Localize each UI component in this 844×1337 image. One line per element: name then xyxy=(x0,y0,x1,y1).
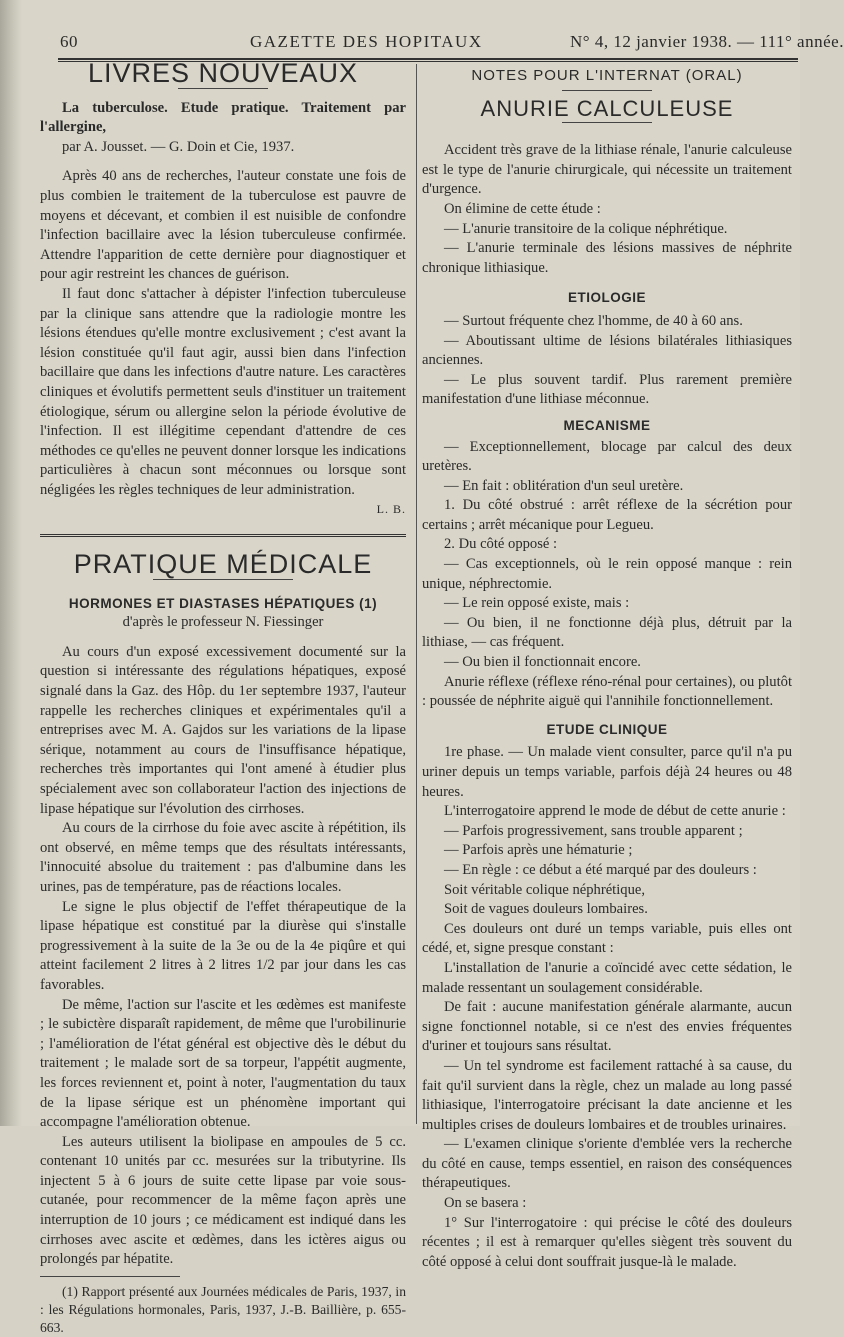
review-signature: L. B. xyxy=(376,502,406,517)
intro-paragraph: Accident très grave de la lithiase rénale, l'anurie calculeuse est le type de l'anurie chirurgicale, qui nécessite un traitement d'urgence. xyxy=(422,142,792,198)
list-item: — L'anurie transitoire de la colique néphrétique. xyxy=(444,220,728,237)
article-title: HORMONES ET DIASTASES HÉPATIQUES (1) xyxy=(68,595,378,611)
list-item: — Parfois progressivement, sans trouble apparent ; xyxy=(444,822,743,839)
list-item: — En règle : ce début a été marqué par des douleurs : xyxy=(444,861,757,878)
list-item: — Surtout fréquente chez l'homme, de 40 à 60 ans. xyxy=(444,312,743,329)
clinical-paragraph: 1re phase. — Un malade vient consulter, parce qu'il n'a pu uriner depuis un temps variable, parfois déjà 24 heures ou 48 heures. xyxy=(422,744,792,800)
intro-paragraph: On élimine de cette étude : xyxy=(444,200,601,217)
list-item: — Le plus souvent tardif. Plus rarement première manifestation d'une lithiase méconnue. xyxy=(422,371,792,408)
subheading-mecanisme: MECANISME xyxy=(563,417,651,433)
right-column xyxy=(422,66,792,1272)
section-title-internat: NOTES POUR L'INTERNAT (ORAL) xyxy=(471,67,743,84)
section-title-pratique: PRATIQUE MÉDICALE xyxy=(73,549,373,580)
column-divider xyxy=(416,64,417,1124)
list-item: — Exceptionnellement, blocage par calcul des deux uretères. xyxy=(422,438,792,475)
section-title-livres: LIVRES NOUVEAUX xyxy=(87,58,359,88)
topic-title: ANURIE CALCULEUSE xyxy=(480,95,734,121)
journal-name: GAZETTE DES HOPITAUX xyxy=(250,32,483,51)
list-item: — Ou bien, il ne fonctionne déjà plus, détruit par la lithiase, — cas fréquent. xyxy=(422,614,792,651)
topic-title-underline xyxy=(562,122,652,123)
list-item: 1. Du côté obstrué : arrêt réflexe de la sécrétion pour certains ; arrêt mécanique pour Legueu. xyxy=(422,497,792,533)
list-item: — Ou bien il fonctionnait encore. xyxy=(444,654,641,671)
list-item: — Aboutissant ultime de lésions bilatérales lithiasiques anciennes. xyxy=(422,332,792,369)
footnote-rule xyxy=(40,1276,180,1277)
article-paragraph: Au cours de la cirrhose du foie avec ascite à répétition, ils ont observé, en même temps que des résultats intéressants, l'innocuité absolue du traitement : pas d'albumine dans les urines, pas de température, pas de réactions locales. xyxy=(40,820,406,895)
running-header xyxy=(60,32,844,56)
section-title-underline xyxy=(562,90,652,91)
list-item: Anurie réflexe (réflexe réno-rénal pour certaines), ou plutôt : poussée de néphrite aiguë qui l'annihile fonctionnellement. xyxy=(422,673,792,710)
list-item: — Le rein opposé existe, mais : xyxy=(444,595,630,612)
list-item: — En fait : oblitération d'un seul uretère. xyxy=(444,477,684,494)
clinical-paragraph: On se basera : xyxy=(444,1195,527,1212)
article-author: d'après le professeur N. Fiessinger xyxy=(122,614,324,631)
clinical-paragraph: De fait : aucune manifestation générale alarmante, aucun signe fonctionnel notable, si ce n'est des envies fréquentes d'uriner et toujours sans résultat. xyxy=(422,999,792,1055)
subheading-etiologie: ETIOLOGIE xyxy=(567,290,646,306)
clinical-paragraph: Ces douleurs ont duré un temps variable, puis elles ont cédé, et, signe presque constant : xyxy=(422,920,792,957)
book-title: La tuberculose. Etude pratique. Traitement par l'allergine, xyxy=(40,99,406,136)
clinical-paragraph: — Un tel syndrome est facilement rattaché à sa cause, du fait qu'il survient dans la règle, chez un malade au long passé lithiasique, l'interrogatoire précisant la date ancienne et les multiples crises de douleurs lombaires et de troubles urinaires. xyxy=(422,1057,792,1133)
article-paragraph: Les auteurs utilisent la biolipase en ampoules de 5 cc. contenant 10 unités par cc. mesurées sur la tributyrine. Ils injectent 5 à 6 jours de suite cette lipase par voie sous-cutanée, pour recommencer de la même façon après une interruption de 10 jours ; ce médicament est indiqué dans les cirrhoses avec ascite et œdèmes, dans les ictères aigus ou prolongés par hépatite. xyxy=(40,1133,406,1268)
issue-info: N° 4, 12 janvier 1938. — 111° année. xyxy=(570,32,844,51)
review-paragraph: Après 40 ans de recherches, l'auteur constate une fois de plus combien le traitement de la tuberculose est pauvre de moyens et décevant, et combien il est nuisible de confondre l'infection bacillaire avec la lésion tuberculeuse confirmée. Attendre l'apparition de cette dernière pour diagnostiquer et pour agir restreint les chances de guérison. xyxy=(40,168,406,283)
clinical-paragraph: L'installation de l'anurie a coïncidé avec cette sédation, le malade ressentant un soulagement considérable. xyxy=(422,959,792,996)
left-column xyxy=(40,58,406,1337)
article-paragraph: De même, l'action sur l'ascite et les œdèmes est manifeste ; le subictère disparaît rapidement, de même que l'urobilinurie ; l'amélioration de l'état général est objective dès le début du traitement ; le malade sort de sa torpeur, l'appétit augmente, les forces reviennent et, point à noter, l'augmentation du taux de la lipase sérique est un phénomène important qui accompagne l'amélioration obtenue. xyxy=(40,996,406,1131)
list-item: — Cas exceptionnels, où le rein opposé manque : rein unique, néphrectomie. xyxy=(422,556,792,592)
section-separator xyxy=(40,534,406,537)
page-edge-shadow xyxy=(0,0,22,1126)
list-item: Soit de vagues douleurs lombaires. xyxy=(444,901,648,918)
list-item: Soit véritable colique néphrétique, xyxy=(444,881,646,898)
clinical-paragraph: — L'examen clinique s'oriente d'emblée vers la recherche du côté en cause, temps essentiel, en raison des conséquences thérapeutiques. xyxy=(422,1136,792,1192)
article-paragraph: Le signe le plus objectif de l'effet thérapeutique de la lipase hépatique est constitué par la diurèse qui s'installe progressivement à la suite de la 3e ou de la 4e piqûre et qui atteint facilement 2 litres à 2 litres 1/2 par jour dans les cas favorables. xyxy=(40,898,406,993)
article-paragraph: Au cours d'un exposé excessivement documenté sur la question si intéressante des régulations hépatiques, exposé signalé dans la Gaz. des Hôp. du 1er septembre 1937, l'auteur rappelle les recherches cliniques et expérimentales qu'il a entreprises avec M. A. Gajdos sur les variations de la lipase sérique, notamment au cours de l'insuffisance hépatique, recherches très importantes qui l'ont amené à étudier plus spécialement avec son collaborateur l'action des injections de lipase hépatique sur l'évolution des cirrhoses. xyxy=(40,643,406,817)
book-authors: par A. Jousset. — G. Doin et Cie, 1937. xyxy=(62,138,295,155)
page-number: 60 xyxy=(60,32,78,51)
footnote: (1) Rapport présenté aux Journées médicales de Paris, 1937, in : les Régulations hormonales, Paris, 1937, J.-B. Baillière, p. 655-663. xyxy=(40,1283,406,1335)
list-item: 2. Du côté opposé : xyxy=(444,536,558,553)
clinical-paragraph: 1° Sur l'interrogatoire : qui précise le côté des douleurs récentes ; il est à remarquer qu'elles siègent très souvent du côté opposé à celui dont souffrait jusque-là le malade. xyxy=(422,1214,792,1270)
clinical-paragraph: L'interrogatoire apprend le mode de début de cette anurie : xyxy=(444,803,786,820)
subheading-etude-clinique: ETUDE CLINIQUE xyxy=(546,721,668,737)
list-item: — L'anurie terminale des lésions massives de néphrite chronique lithiasique. xyxy=(422,240,792,276)
review-paragraph: Il faut donc s'attacher à dépister l'infection tuberculeuse par la clinique sans attendre que la radiologie montre les lésions étendues qu'elle montre exclusivement ; c'est avant la lésion constituée qu'il faut agir, aussi bien dans l'infection bacillaire que dans les infections d'autre nature. Les caractères cliniques et évolutifs permettent seuls d'instituer un traitement étiologique, sérum ou allergine selon la période évolutive de l'infection. Il est illégitime cependant d'attendre de ces méthodes ce qu'elles ne peuvent donner lorsque les indications particulières à chacun sont méconnues ou lorsque sont négligées les règles techniques de leur administration. xyxy=(40,285,406,498)
list-item: — Parfois après une hématurie ; xyxy=(444,842,633,859)
